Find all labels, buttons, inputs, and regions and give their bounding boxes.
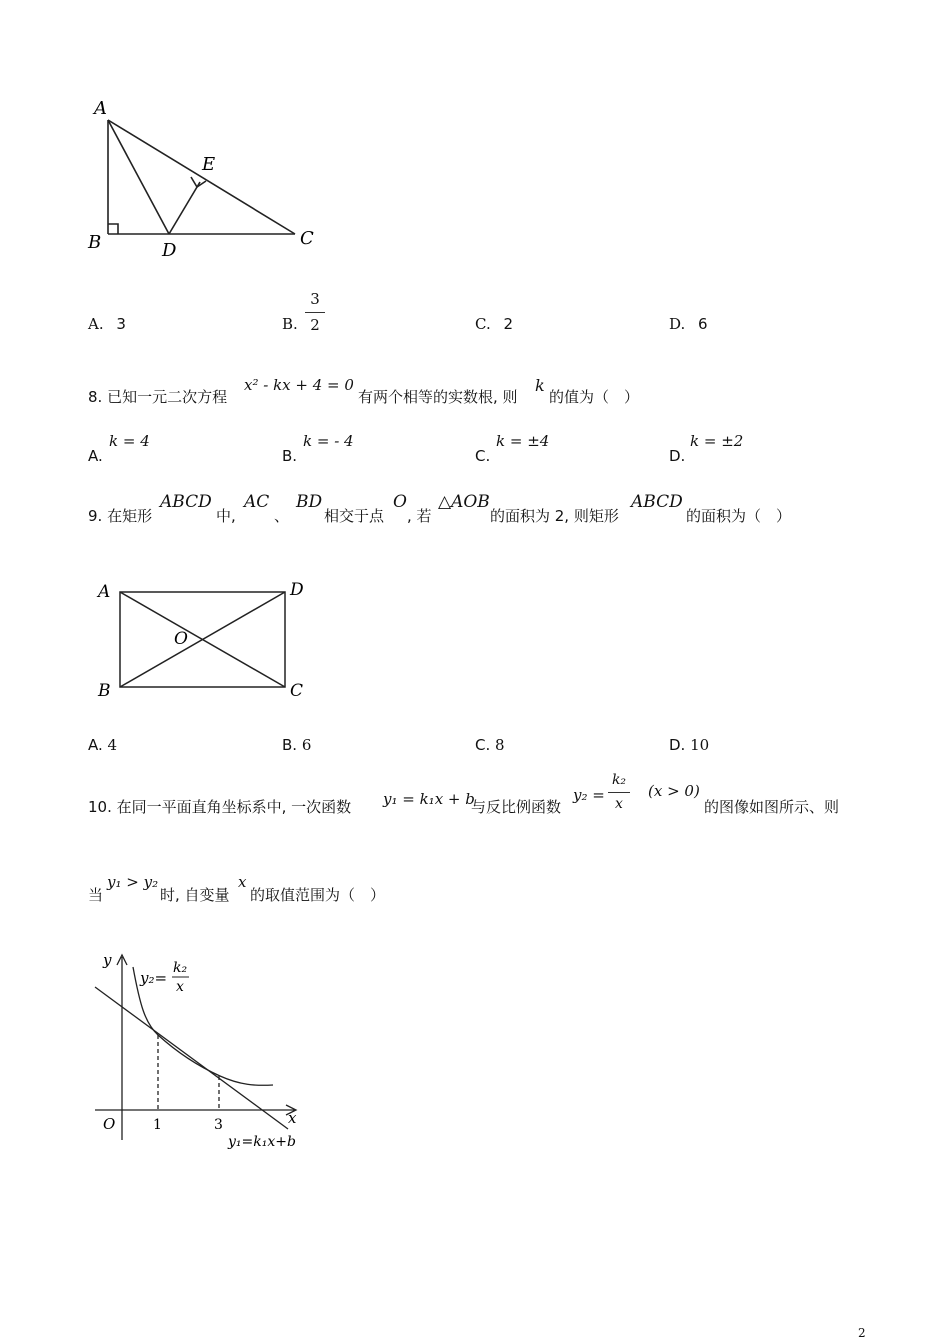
q7-option-c[interactable] bbox=[475, 315, 513, 333]
q9-option-a-value: 4 bbox=[107, 736, 118, 754]
q9-abcd2: ABCD bbox=[631, 492, 683, 512]
q7-option-a[interactable] bbox=[88, 315, 126, 333]
graph-tick-3: 3 bbox=[214, 1117, 223, 1133]
q8-text1: 已知一元二次方程 bbox=[107, 388, 228, 406]
q9-stem-start bbox=[88, 505, 152, 526]
q9-aob: △AOB bbox=[438, 492, 490, 512]
q8-option-b-label: B. bbox=[282, 447, 298, 465]
q10-inv-den: x bbox=[615, 796, 623, 812]
q7-option-b-numerator: 3 bbox=[310, 290, 320, 308]
q10-inv-fraction bbox=[608, 772, 630, 818]
q10-t4: 当 bbox=[88, 886, 104, 904]
fig2-label-d: D bbox=[290, 580, 304, 600]
function-graph bbox=[85, 945, 315, 1155]
q8-option-d-expr: k = ±2 bbox=[690, 432, 744, 450]
q9-option-c-label: C. bbox=[475, 736, 491, 754]
linear-line bbox=[95, 987, 288, 1129]
q9-bd: BD bbox=[296, 492, 323, 512]
q10-cond: (x > 0) bbox=[648, 782, 700, 800]
q8-option-c-label: C. bbox=[475, 447, 491, 465]
q10-stem-start bbox=[88, 796, 351, 817]
fig1-label-a: A bbox=[94, 98, 107, 119]
q10-linear: y₁ = k₁x + b bbox=[383, 790, 475, 808]
q9-ac: AC bbox=[244, 492, 270, 512]
q10-ineq: y₁ > y₂ bbox=[107, 873, 159, 891]
q10-inv-lhs: y₂ = bbox=[573, 786, 605, 804]
graph-tick-1: 1 bbox=[153, 1117, 162, 1133]
fig2-label-b: B bbox=[98, 681, 111, 701]
q7-option-d[interactable] bbox=[669, 315, 708, 333]
q8-number: 8. bbox=[88, 388, 103, 406]
fig1-label-d: D bbox=[162, 240, 177, 261]
q8-option-b-expr: k = - 4 bbox=[303, 432, 354, 450]
fig2-label-c: C bbox=[290, 681, 304, 701]
q7-option-c-label: C. bbox=[475, 315, 491, 333]
q9-option-b-value: 6 bbox=[301, 736, 312, 754]
graph-origin: O bbox=[103, 1115, 116, 1133]
fig2-label-o: O bbox=[174, 629, 188, 649]
line-label: y₁=k₁x+b bbox=[228, 1134, 296, 1150]
q10-t2: 与反比例函数 bbox=[471, 798, 562, 816]
q9-t4: 相交于点 bbox=[324, 507, 385, 525]
q8-option-a-label: A. bbox=[88, 447, 103, 465]
q10-t5: 时, 自变量 bbox=[160, 886, 230, 904]
q7-option-b-fraction bbox=[305, 290, 325, 338]
rectangle-figure bbox=[92, 575, 322, 705]
q9-t3: 、 bbox=[274, 507, 290, 525]
q10-number: 10. bbox=[88, 798, 112, 816]
curve-label-den: x bbox=[176, 979, 184, 995]
q7-option-b-label: B. bbox=[282, 315, 298, 333]
q7-option-a-label: A. bbox=[88, 315, 104, 333]
q10-inv-num: k₂ bbox=[611, 772, 627, 788]
q8-option-d[interactable] bbox=[669, 430, 819, 466]
page-number: 2 bbox=[858, 1326, 866, 1340]
q8-text2: 有两个相等的实数根, 则 bbox=[358, 388, 518, 406]
q8-option-a-expr: k = 4 bbox=[109, 432, 150, 450]
q8-equation: x² - kx + 4 = 0 bbox=[244, 376, 354, 394]
q10-xvar: x bbox=[238, 873, 247, 891]
triangle-figure bbox=[80, 92, 330, 262]
fig1-label-c: C bbox=[300, 228, 314, 249]
q8-option-d-label: D. bbox=[669, 447, 686, 465]
fig1-label-b: B bbox=[88, 232, 102, 253]
q8-option-b[interactable] bbox=[282, 430, 432, 466]
q9-t6: 的面积为 2, 则矩形 bbox=[490, 507, 619, 525]
q9-option-d-value: 10 bbox=[690, 736, 710, 754]
fig1-label-e: E bbox=[202, 154, 216, 175]
q7-option-c-value: 2 bbox=[503, 315, 514, 333]
q9-o: O bbox=[393, 492, 407, 512]
curve-label-num: k₂ bbox=[173, 960, 188, 976]
q9-option-c[interactable] bbox=[475, 736, 505, 754]
q9-option-c-value: 8 bbox=[495, 736, 505, 754]
q9-t7: 的面积为（ ） bbox=[686, 507, 792, 525]
q7-option-b[interactable] bbox=[282, 315, 298, 333]
graph-x-label: x bbox=[288, 1109, 297, 1127]
q9-abcd: ABCD bbox=[160, 492, 212, 512]
q7-option-b-denominator: 2 bbox=[310, 316, 320, 334]
q7-option-d-value: 6 bbox=[698, 315, 708, 333]
q7-option-a-value: 3 bbox=[116, 315, 126, 333]
q8-var: k bbox=[535, 376, 545, 395]
graph-y-label: y bbox=[103, 951, 112, 969]
q9-option-b-label: B. bbox=[282, 736, 298, 754]
q9-option-d[interactable] bbox=[669, 736, 709, 754]
q9-option-b[interactable] bbox=[282, 736, 311, 754]
q10-t1: 在同一平面直角坐标系中, 一次函数 bbox=[116, 798, 352, 816]
q9-number: 9. bbox=[88, 507, 103, 525]
q8-option-c[interactable] bbox=[475, 430, 625, 466]
q9-t5: , 若 bbox=[407, 507, 432, 525]
q10-t3: 的图像如图所示、则 bbox=[704, 798, 840, 816]
q9-option-a-label: A. bbox=[88, 736, 103, 754]
q8-text3: 的值为（ ） bbox=[549, 388, 640, 406]
fig2-label-a: A bbox=[98, 582, 111, 602]
q9-option-a[interactable] bbox=[88, 736, 117, 754]
q8-option-c-expr: k = ±4 bbox=[496, 432, 550, 450]
q9-t1: 在矩形 bbox=[107, 507, 153, 525]
q9-option-d-label: D. bbox=[669, 736, 686, 754]
q7-option-d-label: D. bbox=[669, 315, 686, 333]
q9-t2: 中, bbox=[216, 507, 236, 525]
curve-label-lhs: y₂= bbox=[140, 969, 168, 987]
q8-option-a[interactable] bbox=[88, 430, 238, 466]
q8-stem bbox=[88, 386, 227, 407]
q10-t6: 的取值范围为（ ） bbox=[250, 886, 386, 904]
